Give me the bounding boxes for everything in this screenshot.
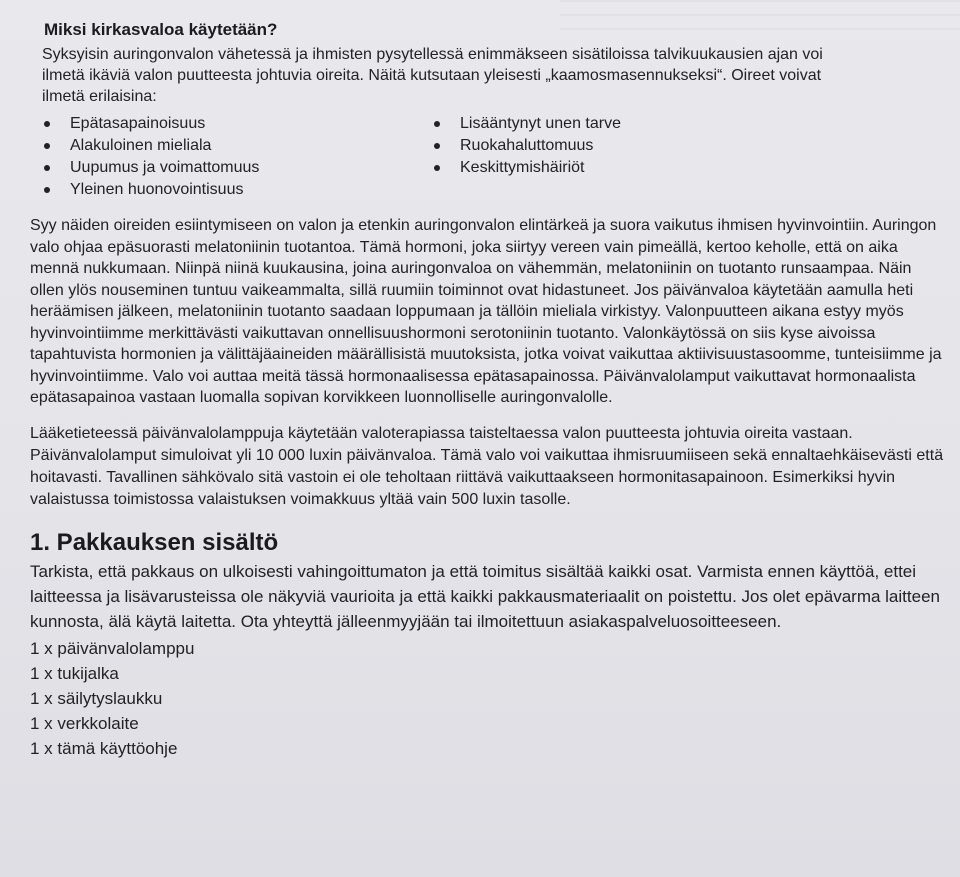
section-title: Miksi kirkasvaloa käytetään? xyxy=(44,20,278,39)
symptom-item: Epätasapainoisuus xyxy=(40,113,430,135)
body-paragraph-1: Syy näiden oireiden esiintymiseen on valon ja etenkin auringonvalon elintärkeä ja suora vaikutus ihmisen hyvinvointiin. Auringon valo ohjaa epäsuorasti melatoniinin tuotantoa. Tämä hormoni, joka siirtyy vereen vain pimeällä, kertoo keholle, että on aika mennä nukkumaan. Niinpä niinä kuukausina, joina auringonvaloa on vähemmän, melatoniinin on tuotanto runsaampaa. Näin ollen ylös nouseminen tuntuu vaikeammalta, sillä ruumiin toiminnot ovat hidastuneet. Jos päivänvaloa käytetään aamulla heti heräämisen jälkeen, melatoniinin tuotanto saadaan loppumaan ja tällöin mieliala virkistyy. Valonpuutteen aikana estyy myös hyvinvointiimme merkittävästi vaikuttavan onnellisuushormoni serotoniinin tuotanto. Valonkäytössä on siis kyse aivoissa tapahtuvista hormonien ja välittäjäaineiden määrällisistä muutoksista, jotka voivat vaikuttaa aktiivisuustasoomme, tunteisiimme ja hyvinvointiimme. Valo voi auttaa meitä tässä hormonaalisessa epätasapainossa. Päivänvalolamput vaikuttavat hormonaalista epätasapainoa vastaan luomalla sopivan korvikkeen luonnolliselle auringonvalolle. xyxy=(30,217,942,406)
document-content xyxy=(30,20,955,761)
symptom-column-left xyxy=(40,113,430,201)
symptom-item: Alakuloinen mieliala xyxy=(40,135,430,157)
symptom-item: Lisääntynyt unen tarve xyxy=(430,113,621,135)
package-item: 1 x säilytyslaukku xyxy=(30,688,163,708)
package-paragraph: Tarkista, että pakkaus on ulkoisesti vahingoittumaton ja että toimitus sisältää kaikki osat. Varmista ennen käyttöä, ettei laitteessa ja lisävarusteissa ole näkyviä vaurioita ja että kaikki pakkausmateriaalit on poistettu. Jos olet epävarma laitteen kunnosta, älä käytä laitetta. Ota yhteyttä jälleenmyyjään tai ilmoitettuun asiakaspalveluosoitteeseen. xyxy=(30,561,940,631)
symptom-column-right xyxy=(430,113,621,201)
symptom-list xyxy=(40,113,955,201)
symptom-item: Keskittymishäiriöt xyxy=(430,157,621,179)
package-item: 1 x tukijalka xyxy=(30,663,119,683)
package-item: 1 x verkkolaite xyxy=(30,713,139,733)
symptom-item: Yleinen huonovointisuus xyxy=(40,179,430,201)
intro-paragraph: Syksyisin auringonvalon vähetessä ja ihmisten pysytellessä enimmäkseen sisätiloissa talvikuukausien ajan voi ilmetä ikäviä valon puutteesta johtuvia oireita. Näitä kutsutaan yleisesti „kaamosmasennukseksi“. Oireet voivat ilmetä erilaisina: xyxy=(42,46,823,105)
package-item: 1 x päivänvalolamppu xyxy=(30,638,195,658)
package-heading: 1. Pakkauksen sisältö xyxy=(30,528,279,556)
symptom-item: Uupumus ja voimattomuus xyxy=(40,157,430,179)
body-paragraph-2: Lääketieteessä päivänvalolamppuja käytetään valoterapiassa taisteltaessa valon puutteesta johtuvia oireita vastaan. Päivänvalolamput simuloivat yli 10 000 luxin päivänvaloa. Tämä valo voi vaikuttaa ihmisruumiiseen sekä ennaltaehkäisevästi että hoitavasti. Tavallinen sähkövalo sitä vastoin ei ole teholtaan riittävä vaikuttaakseen hormonitasapainoon. Esimerkiksi hyvin valaistussa toimistossa valaistuksen voimakkuus yltää vain 500 luxin tasolle. xyxy=(30,424,944,508)
package-contents-list xyxy=(30,636,955,761)
package-item: 1 x tämä käyttöohje xyxy=(30,738,178,758)
symptom-item: Ruokahaluttomuus xyxy=(430,135,621,157)
